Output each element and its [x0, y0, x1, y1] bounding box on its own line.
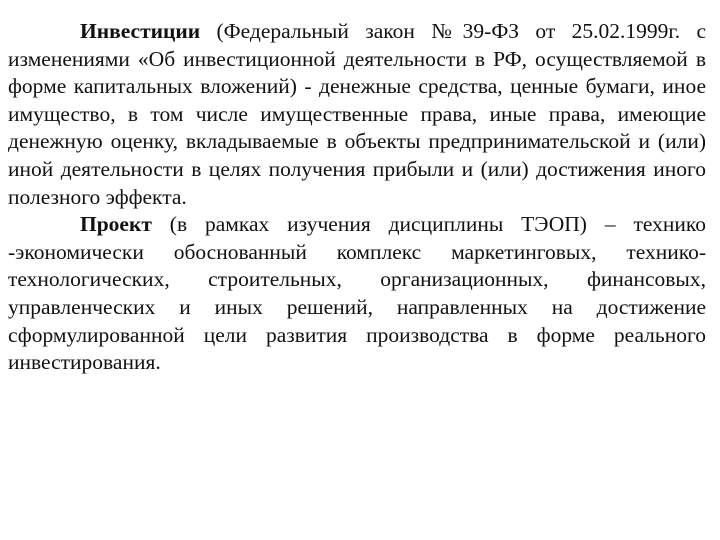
document-page: [8, 18, 706, 377]
investments-definition-text: (Федеральный закон №39-ФЗ от 25.02.1999г. с изменениями «Об инвестиционной деятельности в РФ, осуществляемой в форме капитальных вложений) - денежные средства, ценные бумаги, иное имущество, в том числе имущественные права, иные права, имеющие денежную оценку, вкладываемые в объекты предпринимательской и (или) иной деятельности в целях получения прибыли и (или) достижения иного полезного эффекта.: [8, 19, 706, 209]
project-definition-paragraph: [8, 211, 706, 377]
investments-term: Инвестиции: [80, 19, 201, 43]
project-definition-text: (в рамках изучения дисциплины ТЭОП) – технико -экономически обоснованный комплекс маркетинговых, технико-технологических, строительных, организационных, финансовых, управленческих и иных решений, направленных на достижение сформулированной цели развития производства в форме реального инвестирования.: [8, 212, 706, 375]
investments-definition-paragraph: [8, 18, 706, 211]
project-term: Проект: [80, 212, 152, 237]
